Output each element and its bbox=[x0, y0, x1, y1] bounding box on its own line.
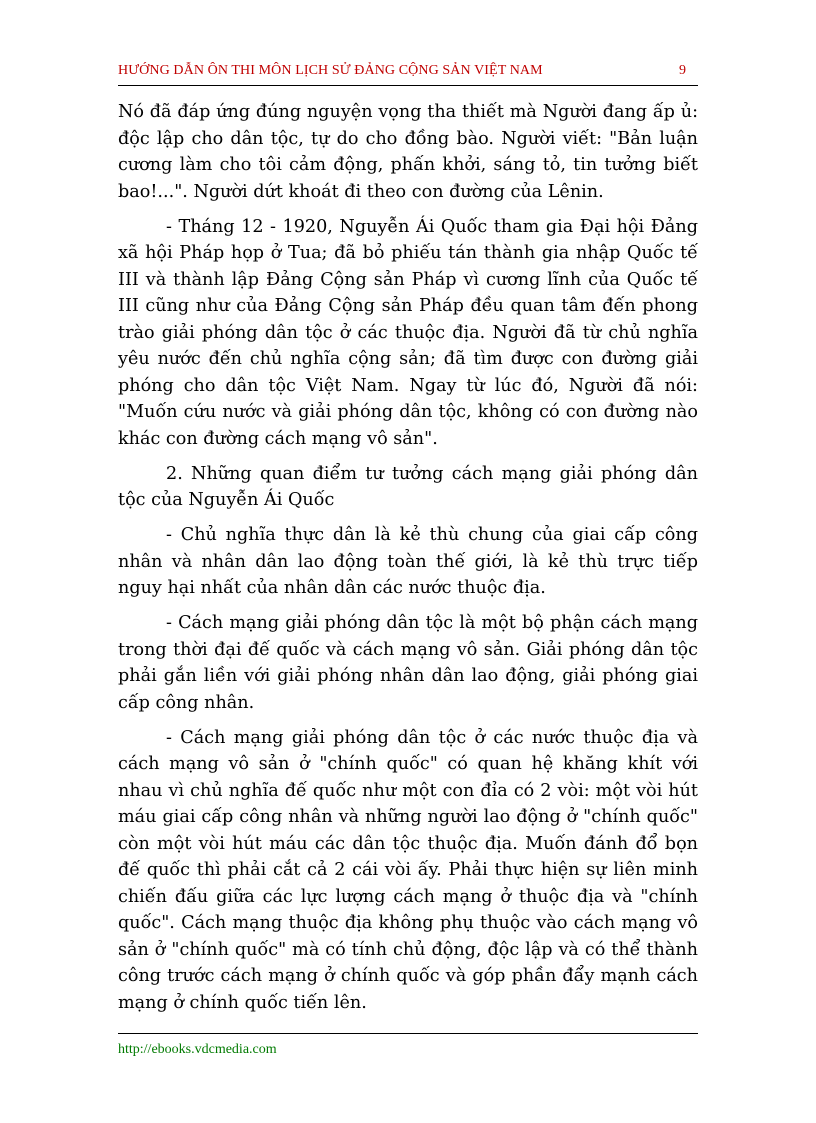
footer-link[interactable]: http://ebooks.vdcmedia.com bbox=[118, 1042, 277, 1057]
paragraph: - Cách mạng giải phóng dân tộc là một bộ phận cách mạng trong thời đại đế quốc và cách mạng vô sản. Giải phóng dân tộc phải gắn liền với giải phóng nhân dân lao động, giải phóng giai cấp công nhân. bbox=[118, 613, 698, 713]
page-footer bbox=[118, 1033, 698, 1058]
paragraph: Nó đã đáp ứng đúng nguyện vọng tha thiết mà Người đang ấp ủ: độc lập cho dân tộc, tự do cho đồng bào. Người viết: "Bản luận cương làm cho tôi cảm động, phấn khởi, sáng tỏ, tin tưởng biết bao!...". Người dứt khoát đi theo con đường của Lênin. bbox=[118, 102, 698, 202]
page-header bbox=[118, 63, 698, 86]
page-number: 9 bbox=[679, 63, 686, 78]
paragraph: - Cách mạng giải phóng dân tộc ở các nước thuộc địa và cách mạng vô sản ở "chính quốc" có quan hệ khăng khít với nhau vì chủ nghĩa đế quốc như một con đỉa có 2 vòi: một vòi hút máu giai cấp công nhân và những người lao động ở "chính quốc" còn một vòi hút máu các dân tộc thuộc địa. Muốn đánh đổ bọn đế quốc thì phải cắt cả 2 cái vòi ấy. Phải thực hiện sự liên minh chiến đấu giữa các lực lượng cách mạng ở thuộc địa và "chính quốc". Cách mạng thuộc địa không phụ thuộc vào cách mạng vô sản ở "chính quốc" mà có tính chủ động, độc lập và có thể thành công trước cách mạng ở chính quốc và góp phần đẩy mạnh cách mạng ở chính quốc tiến lên. bbox=[118, 727, 698, 1013]
document-body bbox=[118, 99, 698, 1025]
paragraph: - Tháng 12 - 1920, Nguyễn Ái Quốc tham gia Đại hội Đảng xã hội Pháp họp ở Tua; đã bỏ phiếu tán thành gia nhập Quốc tế III và thành lập Đảng Cộng sản Pháp vì cương lĩnh của Quốc tế III cũng như của Đảng Cộng sản Pháp đều quan tâm đến phong trào giải phóng dân tộc ở các thuộc địa. Người đã từ chủ nghĩa yêu nước đến chủ nghĩa cộng sản; đã tìm được con đường giải phóng cho dân tộc Việt Nam. Ngay từ lúc đó, Người đã nói: "Muốn cứu nước và giải phóng dân tộc, không có con đường nào khác con đường cách mạng vô sản". bbox=[118, 216, 698, 449]
header-title: HƯỚNG DẪN ÔN THI MÔN LỊCH SỬ ĐẢNG CỘNG SẢN VIỆT NAM bbox=[118, 63, 543, 78]
section-heading: 2. Những quan điểm tư tưởng cách mạng giải phóng dân tộc của Nguyễn Ái Quốc bbox=[118, 463, 698, 510]
paragraph: - Chủ nghĩa thực dân là kẻ thù chung của giai cấp công nhân và nhân dân lao động toàn thế giới, là kẻ thù trực tiếp nguy hại nhất của nhân dân các nước thuộc địa. bbox=[118, 525, 698, 598]
